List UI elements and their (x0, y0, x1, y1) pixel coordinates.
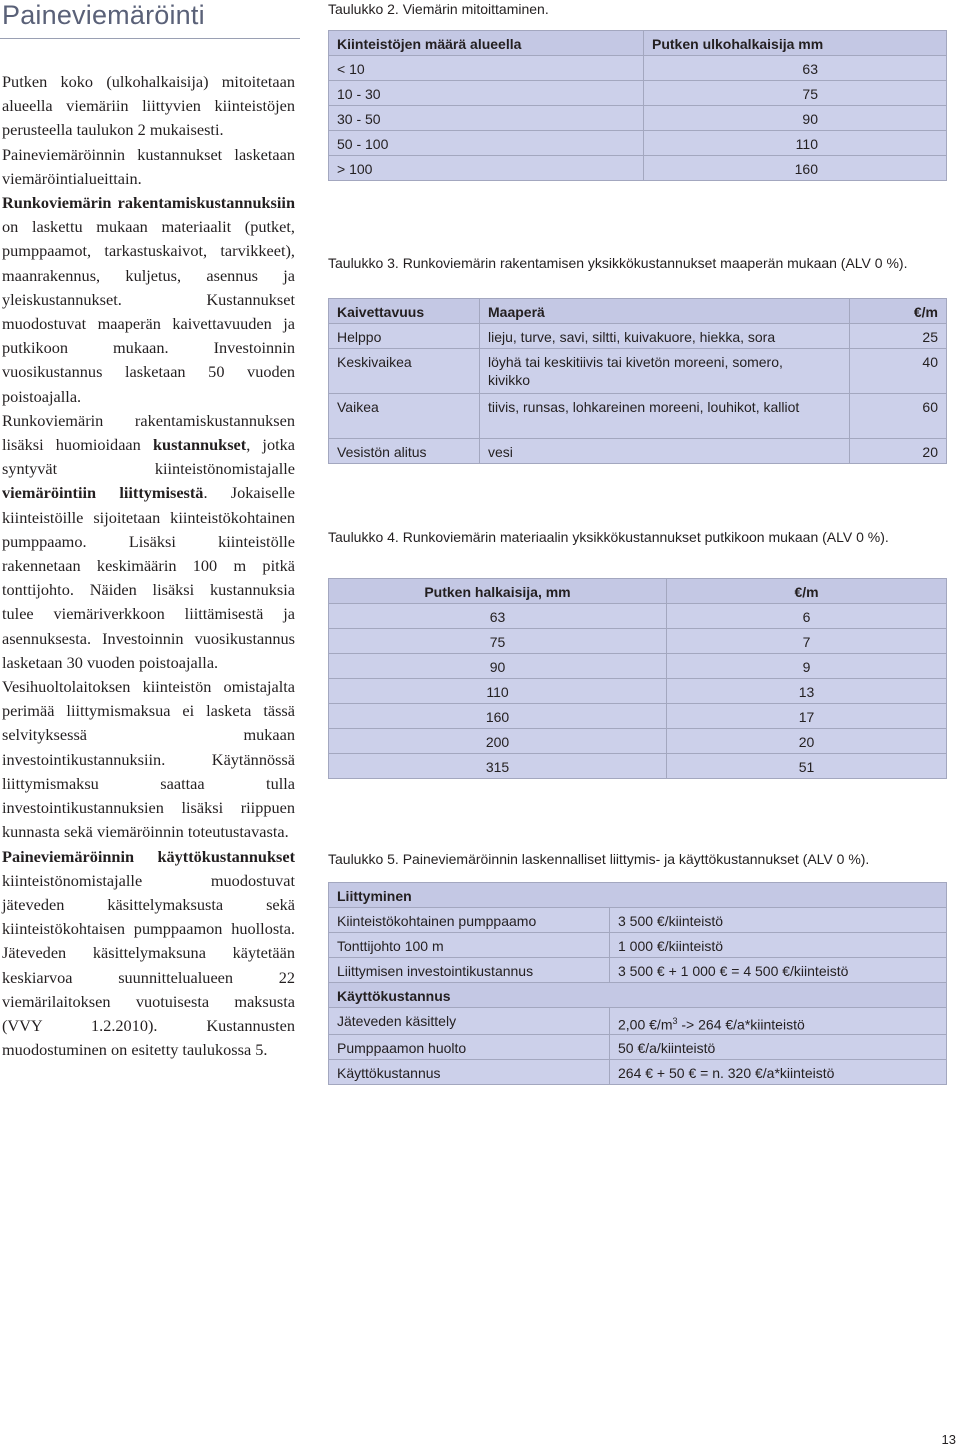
table-row (329, 349, 947, 394)
table4-header-diameter: Putken halkaisija, mm (329, 579, 667, 604)
table-cell: Liittymisen investointikustannus (329, 958, 610, 983)
table-row (329, 654, 947, 679)
table-cell: 160 (329, 704, 667, 729)
table-cell: 17 (667, 704, 947, 729)
table-cell: vesi (480, 439, 850, 464)
table-cell: Käyttökustannus (329, 1059, 610, 1084)
paragraph-connection-costs (2, 409, 295, 675)
table-cell: 7 (667, 629, 947, 654)
page-title: Paineviemäröinti (2, 0, 205, 30)
table-cell: tiivis, runsas, lohkareinen moreeni, louhikot, kalliot (480, 394, 850, 439)
table-cell: 50 €/a/kiinteistö (610, 1034, 947, 1059)
table2-caption: Taulukko 2. Viemärin mitoittaminen. (328, 1, 549, 17)
table-cell: 1 000 €/kiinteistö (610, 933, 947, 958)
table-cell: 315 (329, 754, 667, 779)
table-cell (610, 1008, 947, 1035)
wastewater-annual: -> 264 €/a*kiinteistö (677, 1016, 805, 1033)
table-row (329, 629, 947, 654)
page-number: 13 (941, 1432, 956, 1447)
table-row (329, 56, 947, 81)
table-row (329, 131, 947, 156)
table-row (329, 156, 947, 181)
table-cell: 3 500 € + 1 000 € = 4 500 €/kiinteistö (610, 958, 947, 983)
table-cell: < 10 (329, 56, 644, 81)
table-cell: 20 (667, 729, 947, 754)
table-cell: 9 (667, 654, 947, 679)
table-cell: Vaikea (329, 394, 480, 439)
table-row (329, 394, 947, 439)
table-cell: 63 (644, 56, 947, 81)
table5-section-connection: Liittyminen (329, 883, 947, 908)
paragraph-operating-costs-text: kiinteistönomistajalle muodostuvat jäteveden käsittelymaksusta sekä kiinteistökohtaisen pumppaamon huollosta. Jäteveden käsittelymaksuna käytetään keskiarvoa suunnittelualueen 22 viemärilaitoksen vuotuisesta maksusta (VVY 1.2.2010). Kustannusten muodostuminen on esitetty taulukossa 5. (2, 870, 295, 1060)
bold-costs: kustannukset (152, 435, 247, 455)
bold-operating-costs: Paineviemäröinnin käyttökustannukset (2, 846, 295, 866)
bold-connection: viemäröintiin liittymisestä (2, 483, 204, 503)
table-row (329, 908, 947, 933)
table4-header-price: €/m (667, 579, 947, 604)
text-b: , jotka syntyvät kiinteistönomistajalle (2, 435, 295, 479)
table-row (329, 1008, 947, 1035)
wastewater-price: 2,00 €/m (618, 1016, 673, 1033)
table-row (329, 106, 947, 131)
table-row (329, 604, 947, 629)
table-cell: 30 - 50 (329, 106, 644, 131)
table-row (329, 439, 947, 464)
table4-caption: Taulukko 4. Runkoviemärin materiaalin yksikkökustannukset putkikoon mukaan (ALV 0 %). (328, 529, 889, 545)
paragraph-construction-costs (2, 191, 295, 409)
title-divider (0, 38, 300, 39)
table-row (329, 933, 947, 958)
table-cell: 90 (329, 654, 667, 679)
table-cell: 60 (850, 394, 947, 439)
table-cell: 110 (329, 679, 667, 704)
table-cell: 10 - 30 (329, 81, 644, 106)
table3-header-excavation: Kaivettavuus (329, 299, 480, 324)
table-cell: 160 (644, 156, 947, 181)
text-a: Runkoviemärin rakentamiskustannuksen lisäksi huomioidaan (2, 410, 295, 455)
table-row (329, 81, 947, 106)
table-cell: 25 (850, 324, 947, 349)
table2 (328, 30, 947, 181)
table-row (329, 324, 947, 349)
table-row (329, 704, 947, 729)
table-cell: 63 (329, 604, 667, 629)
table-cell: 264 € + 50 € = n. 320 €/a*kiinteistö (610, 1059, 947, 1084)
paragraph-construction-costs-text: on laskettu mukaan materiaalit (putket, pumppaamot, tarkastuskaivot, tarvikkeet), maanrakennus, kuljetus, asennus ja yleiskustannukset. Kustannukset muodostuvat maaperän kaivettavuuden ja putkikoon mukaan. Investoinnin vuosikustannus lasketaan 50 vuoden poistoajalla. (2, 217, 295, 406)
table2-header-count: Kiinteistöjen määrä alueella (329, 31, 644, 56)
superscript: 3 (672, 1016, 678, 1026)
paragraph-costs-intro: Paineviemäröinnin kustannukset lasketaan viemäröintialueittain. (2, 144, 295, 188)
table-cell: Vesistön alitus (329, 439, 480, 464)
table-cell: 75 (644, 81, 947, 106)
body-text-column (2, 70, 295, 1062)
table3 (328, 298, 947, 464)
table-cell: 75 (329, 629, 667, 654)
table-row (329, 754, 947, 779)
table-cell: > 100 (329, 156, 644, 181)
table-cell: 3 500 €/kiinteistö (610, 908, 947, 933)
table-cell: Pumppaamon huolto (329, 1034, 610, 1059)
table-cell: 200 (329, 729, 667, 754)
table5-caption: Taulukko 5. Paineviemäröinnin laskennalliset liittymis- ja käyttökustannukset (ALV 0 %). (328, 851, 870, 867)
table-cell: 51 (667, 754, 947, 779)
table-cell: 6 (667, 604, 947, 629)
table5 (328, 882, 947, 1085)
table-cell: 90 (644, 106, 947, 131)
table-cell: 40 (850, 349, 947, 394)
table3-caption: Taulukko 3. Runkoviemärin rakentamisen yksikkökustannukset maaperän mukaan (ALV 0 %). (328, 255, 908, 271)
table-cell: Keskivaikea (329, 349, 480, 394)
paragraph-operating-costs (2, 845, 295, 1063)
table-row (329, 679, 947, 704)
bold-construction-costs: Runkoviemärin rakentamiskustannuksiin (2, 193, 295, 213)
table-row (329, 729, 947, 754)
table-cell: 50 - 100 (329, 131, 644, 156)
table-cell: lieju, turve, savi, siltti, kuivakuore, hiekka, sora (480, 324, 850, 349)
table2-header-diameter: Putken ulkohalkaisija mm (644, 31, 947, 56)
table3-header-price: €/m (850, 299, 947, 324)
table-cell: Helppo (329, 324, 480, 349)
table-cell: Kiinteistökohtainen pumppaamo (329, 908, 610, 933)
table-cell: Jäteveden käsittely (329, 1008, 610, 1035)
paragraph-sizing: Putken koko (ulkohalkaisija) mitoitetaan alueella viemäriin liittyvien kiinteistöjen perusteella taulukon 2 mukaisesti. (2, 72, 295, 140)
table3-header-soil: Maaperä (480, 299, 850, 324)
text-c: . Jokaiselle kiinteistöille sijoitetaan kiinteistökohtainen pumppaamo. Lisäksi kiinteistölle rakennetaan keskimäärin 100 m pitkä tonttijohto. Näiden lisäksi kustannuksia tulee viemäriverkkoon liittämisestä ja asennuksesta. Investoinnin vuosikustannus lasketaan 30 vuoden poistoajalla. (2, 483, 296, 672)
table-cell: Tonttijohto 100 m (329, 933, 610, 958)
table-cell: löyhä tai keskitiivis tai kivetön moreeni, somero, kivikko (480, 349, 850, 394)
table-row (329, 1059, 947, 1084)
table4 (328, 578, 947, 779)
table5-section-operating: Käyttökustannus (329, 983, 947, 1008)
table-cell: 13 (667, 679, 947, 704)
table-cell: 110 (644, 131, 947, 156)
table-row (329, 958, 947, 983)
paragraph-connection-fee: Vesihuoltolaitoksen kiinteistön omistajalta perimää liittymismaksua ei lasketa tässä selvityksessä mukaan investointikustannuksiin. Käytännössä liittymismaksu saattaa tulla investointikustannuksien lisäksi riippuen kunnasta sekä viemäröinnin toteutustavasta. (2, 677, 295, 842)
table-cell: 20 (850, 439, 947, 464)
table-row (329, 1034, 947, 1059)
